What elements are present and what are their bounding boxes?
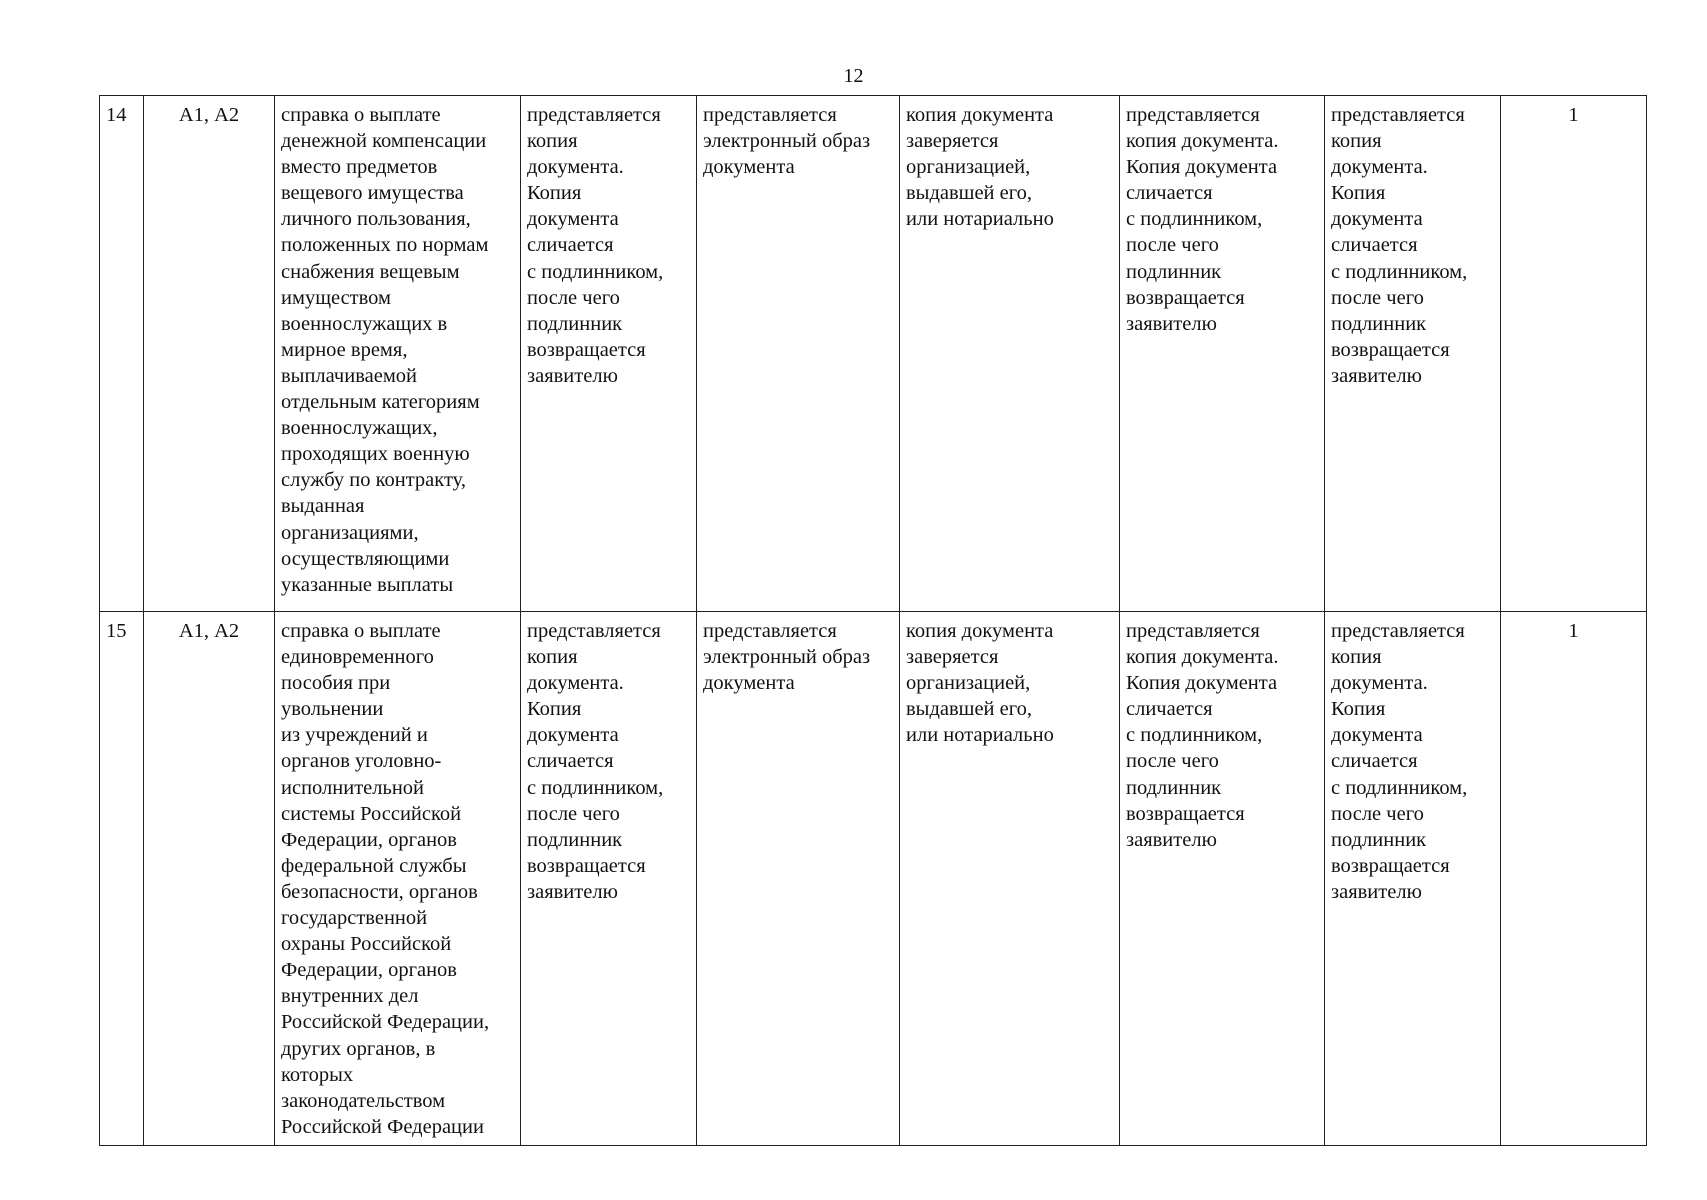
column-4-text: представляется копия документа. Копия документа сличается с подлинником, после чего подлинник возвращается заявителю [527,620,664,903]
row-number-cell [100,612,144,1146]
column-6-text: копия документа заверяется организацией, выдавшей его, или нотариально [906,104,1054,231]
table-row [100,612,1647,1146]
table-row [100,96,1647,612]
quantity-cell [1501,96,1647,612]
quantity-cell [1501,612,1647,1146]
row-number: 14 [106,104,127,126]
column-8-text: представляется копия документа. Копия документа сличается с подлинником, после чего подлинник возвращается заявителю [1331,620,1468,903]
column-7-cell [1120,96,1325,612]
document-table [99,95,1647,1146]
column-7-text: представляется копия документа. Копия документа сличается с подлинником, после чего подлинник возвращается заявителю [1126,620,1279,851]
column-6-cell [900,612,1120,1146]
page-number: 12 [843,65,864,87]
row-number-cell [100,96,144,612]
column-6-cell [900,96,1120,612]
quantity-text: 1 [1568,104,1579,126]
column-7-text: представляется копия документа. Копия документа сличается с подлинником, после чего подлинник возвращается заявителю [1126,104,1279,335]
document-name-cell [275,612,521,1146]
column-8-text: представляется копия документа. Копия документа сличается с подлинником, после чего подлинник возвращается заявителю [1331,104,1468,387]
column-4-text: представляется копия документа. Копия документа сличается с подлинником, после чего подлинник возвращается заявителю [527,104,664,387]
document-name-cell [275,96,521,612]
codes-cell [144,96,275,612]
document-name-text: справка о выплате единовременного пособия при увольнении из учреждений и органов уголовно- исполнительной системы Российской Федерации, органов федеральной службы безопасности, органов государственной охраны Российской Федерации, органов внутренних дел Российской Федерации, других органов, в которых законодательством Российской Федерации [281,620,490,1138]
column-7-cell [1120,612,1325,1146]
column-8-cell [1325,96,1501,612]
column-5-text: представляется электронный образ документа [703,620,871,695]
quantity-text: 1 [1568,620,1579,642]
column-5-text: представляется электронный образ документа [703,104,871,179]
column-6-text: копия документа заверяется организацией, выдавшей его, или нотариально [906,620,1054,747]
row-number: 15 [106,620,127,642]
document-name-text: справка о выплате денежной компенсации вместо предметов вещевого имущества личного пользования, положенных по нормам снабжения вещевым имуществом военнослужащих в мирное время, выплачиваемой отдельным категориям военнослужащих, проходящих военную службу по контракту, выданная организациями, осуществляющими указанные выплаты [281,104,489,596]
column-4-cell [521,96,697,612]
column-8-cell [1325,612,1501,1146]
codes-text: А1, А2 [178,620,240,642]
column-5-cell [697,96,900,612]
column-5-cell [697,612,900,1146]
codes-text: А1, А2 [178,104,240,126]
column-4-cell [521,612,697,1146]
codes-cell [144,612,275,1146]
